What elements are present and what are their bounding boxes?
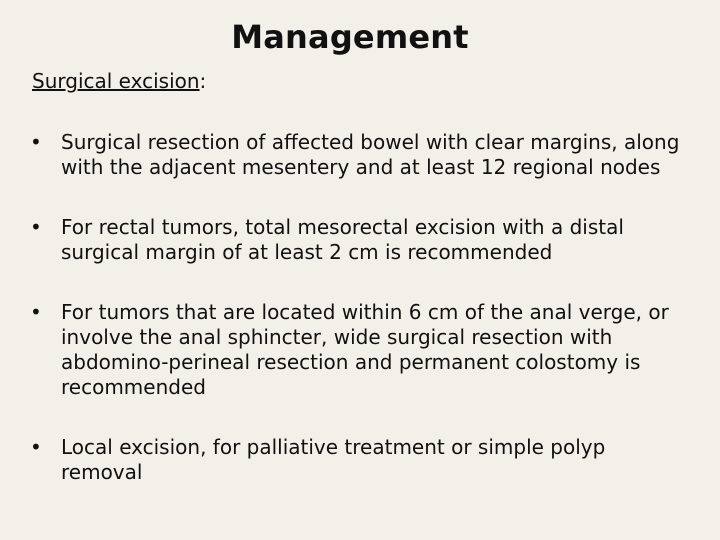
- section-heading: [32, 68, 206, 94]
- bullet-text: Local excision, for palliative treatment or simple polyp removal: [61, 435, 606, 484]
- bullet-item: [30, 130, 690, 180]
- slide-title: Management: [231, 18, 469, 56]
- section-heading-label: Surgical excision: [32, 69, 200, 93]
- bullet-dot-icon: •: [30, 215, 42, 239]
- bullet-text: For tumors that are located within 6 cm of the anal verge, or involve the anal sphincter, wide surgical resection with abdomino-perineal resection and permanent colostomy is recommended: [61, 300, 669, 399]
- section-heading-colon: :: [199, 69, 207, 93]
- bullet-dot-icon: •: [30, 300, 42, 324]
- bullet-list: [30, 130, 690, 520]
- bullet-dot-icon: •: [30, 130, 42, 154]
- bullet-item: [30, 215, 690, 265]
- bullet-dot-icon: •: [30, 435, 42, 459]
- bullet-item: [30, 435, 690, 485]
- bullet-text: For rectal tumors, total mesorectal excision with a distal surgical margin of at least 2 cm is recommended: [61, 215, 624, 264]
- bullet-text: Surgical resection of affected bowel with clear margins, along with the adjacent mesentery and at least 12 regional nodes: [61, 130, 680, 179]
- bullet-item: [30, 300, 690, 400]
